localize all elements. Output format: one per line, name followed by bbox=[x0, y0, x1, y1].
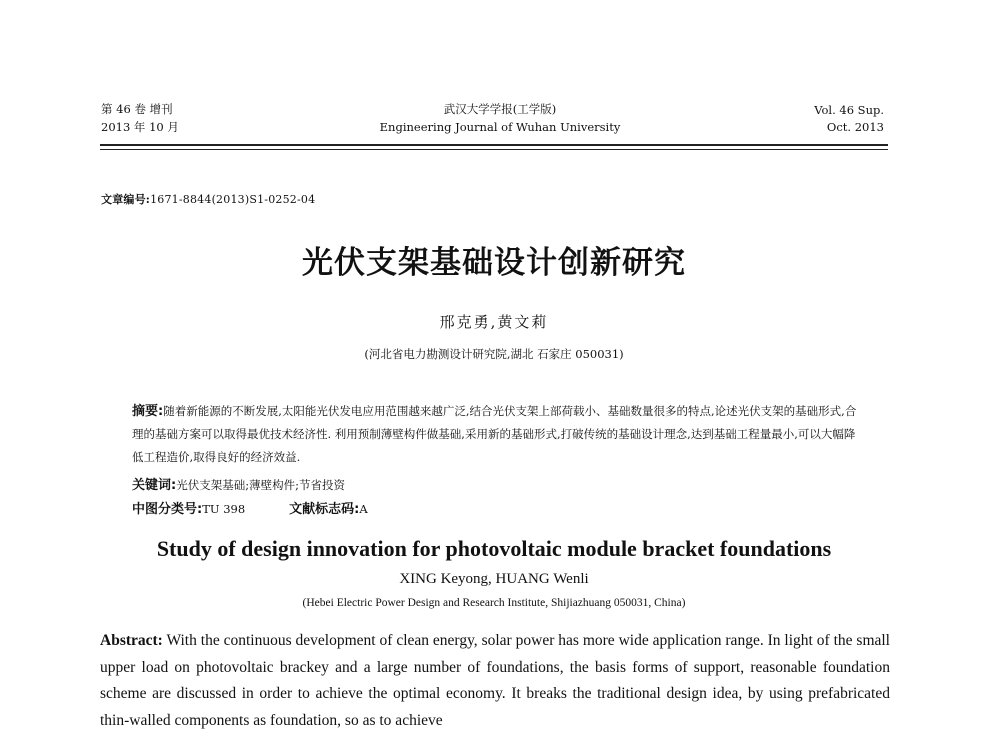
abstract-cn-label: 摘要: bbox=[132, 404, 164, 419]
volume-cn: 第 46 卷 增刊 bbox=[101, 102, 173, 116]
journal-header-right bbox=[814, 102, 884, 136]
header-rule-thin bbox=[100, 149, 888, 150]
authors-cn: 邢克勇,黄文莉 bbox=[439, 313, 549, 331]
doc-code-label: 文献标志码: bbox=[289, 502, 360, 517]
doc-code-value: A bbox=[359, 502, 368, 516]
affiliation-en: (Hebei Electric Power Design and Research Institute, Shijiazhuang 050031, China) bbox=[302, 597, 686, 609]
journal-header-left bbox=[101, 100, 179, 136]
date-cn: 2013 年 10 月 bbox=[101, 120, 179, 134]
abstract-cn-text: 随着新能源的不断发展,太阳能光伏发电应用范围越来越广泛,结合光伏支架上部荷载小、基础数量很多的特点,论述光伏支架的基础形式,合理的基础方案可以取得最优技术经济性. 利用预制薄壁构件做基础,采用新的基础形式,打破传统的基础设计理念,达到基础工程量最小,可以大幅降低工程造价,取得良好的经济效益. bbox=[132, 404, 857, 464]
keywords-cn-label: 关键词: bbox=[132, 478, 177, 493]
classification-line bbox=[132, 498, 368, 517]
clc-value: TU 398 bbox=[202, 502, 246, 516]
journal-name-cn: 武汉大学学报(工学版) bbox=[443, 102, 557, 116]
article-number-label: 文章编号: bbox=[101, 193, 151, 206]
keywords-cn-text: 光伏支架基础;薄壁构件;节省投资 bbox=[176, 478, 345, 492]
keywords-cn bbox=[132, 474, 345, 493]
abstract-en-text: With the continuous development of clean energy, solar power has more wide application range. In light of the small upper load on photovoltaic brackey and a large number of foundations, the basis forms of support, reasonable foundation scheme are discussed in order to achieve the optimal economy. It breaks the traditional design idea, by using prefabricated thin-walled components as foundation, so as to achieve bbox=[100, 632, 890, 729]
article-number-value: 1671-8844(2013)S1-0252-04 bbox=[150, 193, 316, 206]
journal-name-en: Engineering Journal of Wuhan University bbox=[379, 120, 621, 134]
abstract-cn bbox=[132, 400, 862, 469]
affiliation-cn: (河北省电力勘测设计研究院,湖北 石家庄 050031) bbox=[364, 347, 624, 361]
date-en: Oct. 2013 bbox=[826, 120, 884, 134]
volume-en: Vol. 46 Sup. bbox=[814, 103, 884, 117]
authors-en: XING Keyong, HUANG Wenli bbox=[399, 571, 589, 587]
title-cn: 光伏支架基础设计创新研究 bbox=[302, 245, 686, 281]
article-number bbox=[101, 191, 315, 207]
clc-label: 中图分类号: bbox=[132, 502, 203, 517]
header-rule-thick bbox=[100, 144, 888, 146]
journal-header-center bbox=[330, 100, 670, 136]
abstract-en-label: Abstract: bbox=[100, 632, 163, 649]
title-en: Study of design innovation for photovoltaic module bracket foundations bbox=[156, 536, 832, 561]
abstract-en bbox=[100, 628, 890, 734]
